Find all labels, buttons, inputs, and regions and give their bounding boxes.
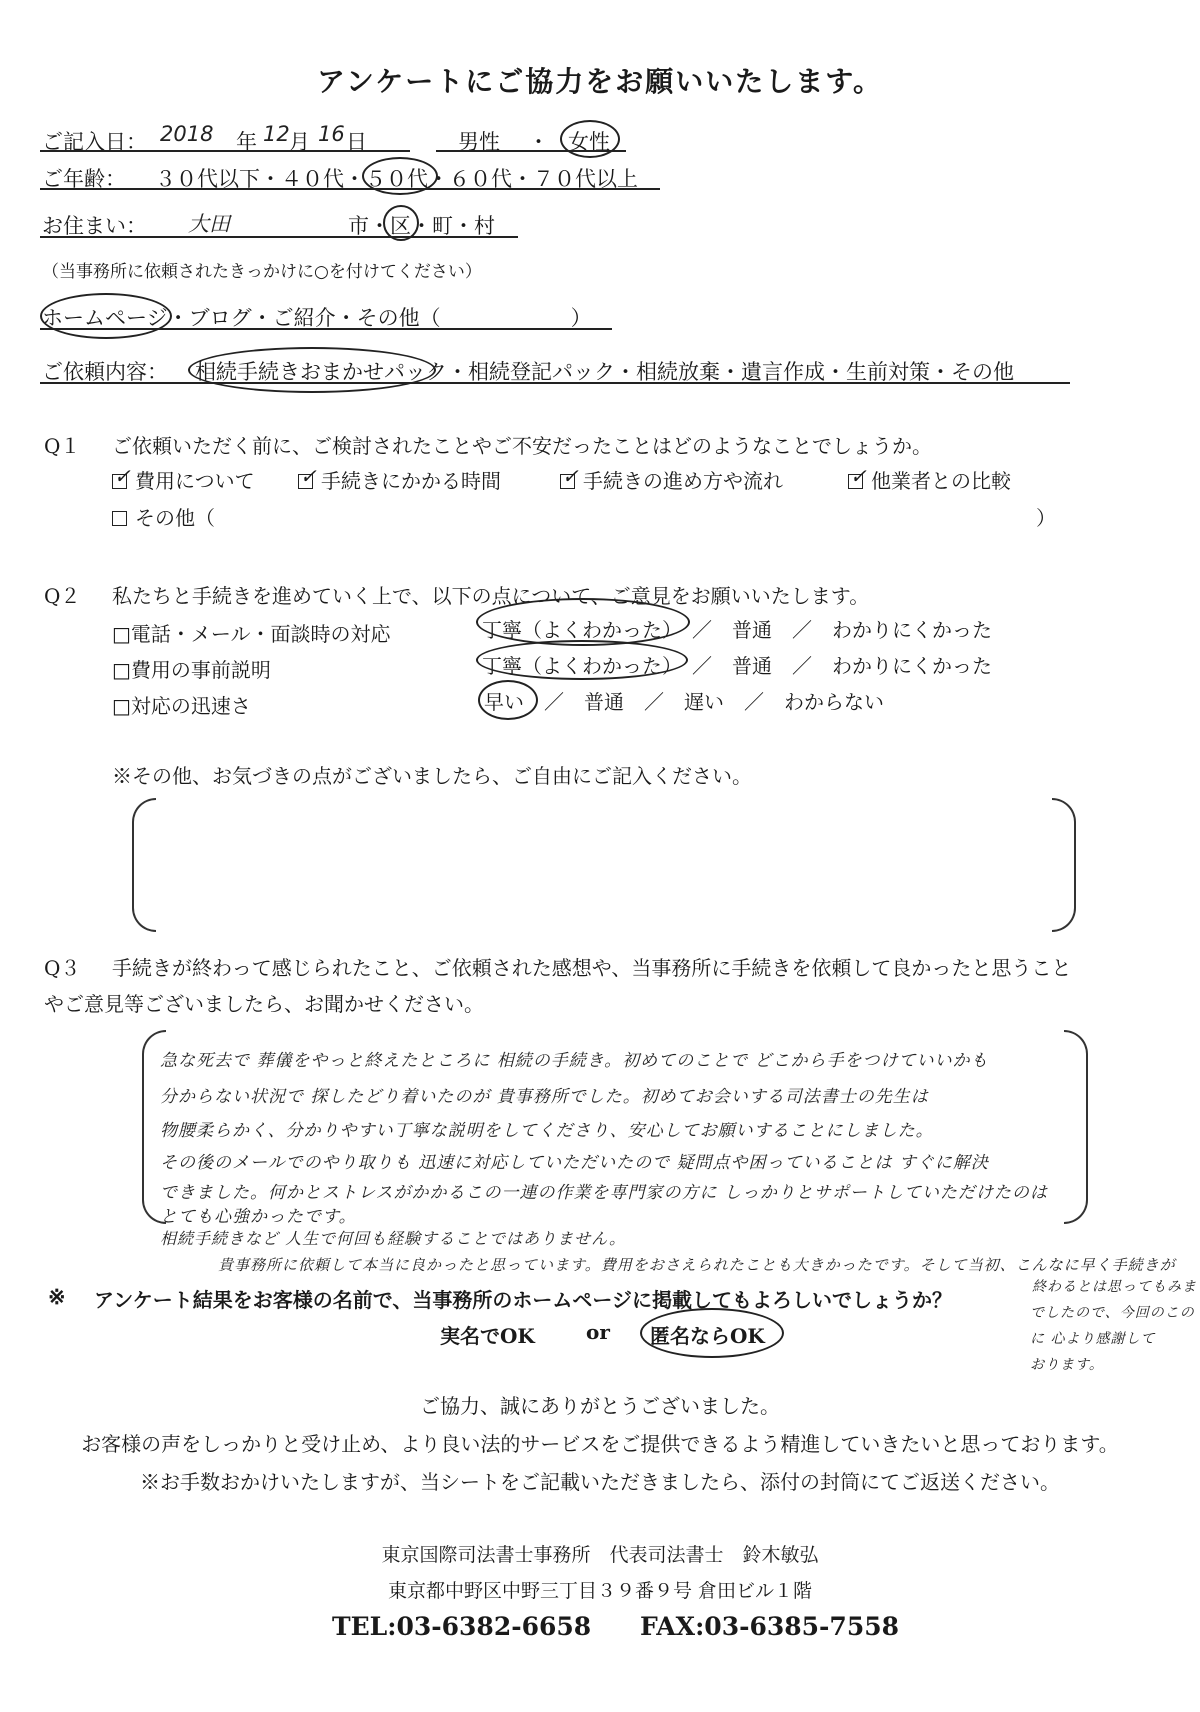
age-option-60[interactable]: ６０代 — [449, 167, 512, 191]
q1-option-label: 手続きにかかる時間 — [321, 469, 501, 493]
trigger-options: ホームページ・ブログ・ご紹介・その他（ ） — [42, 306, 592, 330]
request-selected-circle — [188, 347, 436, 393]
q2-comment-bracket-left — [132, 798, 156, 932]
entry-day[interactable]: 16 — [318, 122, 345, 146]
checkbox-checked-icon[interactable] — [112, 474, 127, 489]
q2-choice-unclear[interactable]: わかりにくかった — [832, 618, 992, 642]
q1-option-time[interactable] — [298, 465, 501, 494]
trigger-option-homepage[interactable]: ホームページ — [42, 306, 168, 330]
q2-row-contact-selected-circle — [476, 598, 690, 646]
entry-day-unit: 日 — [346, 130, 367, 154]
publish-or: or — [586, 1320, 610, 1344]
request-option-yuigon[interactable]: 遺言作成 — [741, 360, 825, 384]
publish-question: アンケート結果をお客様の名前で、当事務所のホームページに掲載してもよろしいでしょうか？ — [94, 1288, 952, 1312]
entry-year[interactable]: 2018 — [160, 122, 214, 146]
q1-option-compare[interactable] — [848, 465, 1011, 494]
publish-mark: ※ — [48, 1284, 66, 1309]
q2-comment-bracket-right — [1052, 798, 1076, 932]
q2-choice-normal[interactable]: 普通 — [732, 654, 772, 678]
q1-option-label: 費用について — [135, 469, 255, 493]
q3-text-line2: やご意見等ございましたら、お聞かせください。 — [44, 992, 484, 1016]
q1-option-label: 手続きの進め方や流れ — [583, 469, 783, 493]
publish-anonymous-option[interactable]: 匿名ならOK — [650, 1324, 765, 1348]
q2-choice-normal[interactable]: 普通 — [584, 690, 624, 714]
office-fax: FAX:03-6385-7558 — [640, 1612, 900, 1641]
age-label: ご年齢： — [42, 167, 126, 191]
q2-number: Q２ — [44, 584, 81, 608]
entry-date-label: ご記入日： — [42, 130, 147, 154]
q2-choice-normal[interactable]: 普通 — [732, 618, 772, 642]
request-option-seizen[interactable]: 生前対策 — [846, 360, 930, 384]
q2-choice-slow[interactable]: 遅い — [684, 690, 724, 714]
entry-date-underline — [40, 150, 410, 152]
divider: ／ — [692, 618, 712, 642]
q2-row-cost-label: □費用の事前説明 — [112, 658, 271, 682]
checkbox-checked-icon[interactable] — [298, 474, 313, 489]
trigger-underline — [40, 328, 612, 330]
q3-answer-line: 物腰柔らかく、分かりやすい丁寧な説明をしてくださり、安心してお願いすることにしました。 — [160, 1121, 934, 1141]
gender-sep: ・ — [528, 130, 549, 154]
publish-real-name-option[interactable]: 実名でOK — [440, 1324, 535, 1348]
divider: ／ — [792, 654, 812, 678]
trigger-note: （当事務所に依頼されたきっかけに○を付けてください） — [42, 262, 482, 282]
q3-margin-line: 終わるとは思ってもみま — [1032, 1279, 1197, 1295]
residence-types: 市・区・町・村 — [348, 214, 495, 238]
office-tel[interactable]: TEL:03-6382-6658 — [332, 1612, 592, 1641]
q3-margin-line: おります。 — [1030, 1357, 1104, 1373]
q1-text: ご依頼いただく前に、ご検討されたことやご不安だったことはどのようなことでしょうか。 — [112, 434, 932, 458]
request-options: 相続手続きおまかせパック・相続登記パック・相続放棄・遺言作成・生前対策・その他 — [195, 360, 1014, 384]
age-option-70[interactable]: ７０代以上 — [533, 167, 638, 191]
q3-answer-line: できました。何かとストレスがかかるこの一連の作業を専門家の方に しっかりとサポートしていただけたのは — [160, 1183, 1048, 1203]
q3-answer-bracket-right — [1064, 1030, 1088, 1224]
q1-option-cost[interactable] — [112, 465, 255, 494]
q2-row-speed-label: □対応の迅速さ — [112, 694, 251, 718]
page-title: アンケートにご協力をお願いいたします。 — [316, 65, 884, 98]
q2-row-speed-selected-circle — [478, 680, 538, 720]
q2-choice-fast[interactable]: 早い — [484, 690, 524, 714]
q3-answer-line: 貴事務所に依頼して本当に良かったと思っています。費用をおさえられたことも大きかったです。そして当初、こんなに早く手続きが — [218, 1256, 1176, 1274]
gender-underline — [436, 150, 626, 152]
request-option-omakase[interactable]: 相続手続きおまかせパック — [195, 360, 447, 384]
residence-type-ku[interactable]: 区 — [390, 214, 411, 238]
residence-underline — [40, 236, 518, 238]
gender-male[interactable]: 男性 — [458, 130, 500, 154]
trigger-option-referral[interactable]: ご紹介 — [272, 306, 336, 330]
entry-year-unit: 年 — [236, 130, 257, 154]
q2-choice-polite[interactable]: 丁寧（よくわかった） — [482, 654, 672, 678]
request-option-touki[interactable]: 相続登記パック — [468, 360, 615, 384]
age-underline — [40, 188, 660, 190]
q3-text-line1: 手続きが終わって感じられたこと、ご依頼された感想や、当事務所に手続きを依頼して良かったと思うこと — [112, 956, 1072, 980]
divider: ／ — [644, 690, 664, 714]
age-option-30[interactable]: ３０代以下 — [155, 167, 260, 191]
closing-message: お客様の声をしっかりと受け止め、より良い法的サービスをご提供できるよう精進していきたいと思っております。 — [81, 1432, 1119, 1456]
trigger-other-close: ） — [570, 306, 592, 330]
q2-note: ※その他、お気づきの点がございましたら、ご自由にご記入ください。 — [112, 764, 752, 788]
request-option-houki[interactable]: 相続放棄 — [636, 360, 720, 384]
q3-answer-line: 急な死去で 葬儀をやっと終えたところに 相続の手続き。初めてのことで どこから手をつけていいかも — [160, 1051, 989, 1071]
residence-type-machi[interactable]: 町 — [432, 214, 453, 238]
request-label: ご依頼内容： — [42, 360, 168, 384]
q3-margin-line: に 心より感謝して — [1030, 1331, 1156, 1347]
q3-answer-line: 相続手続きなど 人生で何回も経験することではありません。 — [160, 1229, 627, 1248]
checkbox-icon[interactable] — [112, 511, 127, 526]
q1-number: Q１ — [44, 434, 81, 458]
checkbox-checked-icon[interactable] — [560, 474, 575, 489]
q2-choice-unclear[interactable]: わかりにくかった — [832, 654, 992, 678]
q2-row-cost-selected-circle — [476, 640, 688, 680]
office-name: 東京国際司法書士事務所 代表司法書士 鈴木敏弘 — [381, 1544, 819, 1566]
request-option-other[interactable]: その他 — [951, 360, 1014, 384]
divider: ／ — [792, 618, 812, 642]
residence-type-mura[interactable]: 村 — [474, 214, 495, 238]
residence-value[interactable]: 大田 — [188, 212, 230, 236]
office-address: 東京都中野区中野三丁目３９番９号 倉田ビル１階 — [387, 1580, 813, 1602]
age-option-50[interactable]: ５０代 — [365, 167, 428, 191]
q3-answer-line: その後のメールでのやり取りも 迅速に対応していただいたので 疑問点や困っていることは すぐに解決 — [160, 1153, 989, 1173]
closing-thanks: ご協力、誠にありがとうございました。 — [420, 1394, 780, 1418]
age-options: ３０代以下・４０代・５０代・６０代・７０代以上 — [155, 167, 638, 191]
residence-label: お住まい： — [42, 214, 147, 238]
q1-option-other[interactable] — [112, 502, 215, 531]
q1-other-close: ） — [1036, 506, 1056, 530]
divider: ／ — [692, 654, 712, 678]
q3-number: Q３ — [44, 956, 81, 980]
request-underline — [40, 382, 1070, 384]
divider: ／ — [544, 690, 564, 714]
q3-answer-line: 分からない状況で 探したどり着いたのが 貴事務所でした。初めてお会いする司法書士の先生は — [160, 1087, 929, 1107]
q1-option-process[interactable] — [560, 465, 783, 494]
divider: ／ — [744, 690, 764, 714]
entry-month[interactable]: 12 — [263, 122, 290, 146]
publish-selected-circle — [640, 1308, 784, 1358]
residence-type-shi[interactable]: 市 — [348, 214, 369, 238]
q2-choice-unknown[interactable]: わからない — [784, 690, 884, 714]
trigger-option-blog[interactable]: ブログ — [188, 306, 252, 330]
trigger-option-other[interactable]: その他（ — [356, 306, 441, 330]
q2-text: 私たちと手続きを進めていく上で、以下の点について、ご意見をお願いいたします。 — [112, 584, 870, 608]
trigger-selected-circle — [40, 293, 172, 339]
q2-choice-polite[interactable]: 丁寧（よくわかった） — [482, 618, 672, 642]
q2-row-contact-label: □電話・メール・面談時の対応 — [112, 622, 391, 646]
q1-other-label: その他（ — [135, 506, 215, 530]
q3-margin-line: でしたので、今回のこの — [1030, 1305, 1195, 1321]
checkbox-checked-icon[interactable] — [848, 474, 863, 489]
gender-female[interactable]: 女性 — [568, 130, 610, 154]
entry-month-unit: 月 — [289, 130, 310, 154]
q3-answer-line: とても心強かったです。 — [160, 1207, 357, 1227]
closing-return-note: ※お手数おかけいたしますが、当シートをご記載いただきましたら、添付の封筒にてご返送ください。 — [140, 1470, 1060, 1494]
q1-option-label: 他業者との比較 — [871, 469, 1011, 493]
age-option-40[interactable]: ４０代 — [281, 167, 344, 191]
gender-selected-circle — [560, 120, 620, 158]
q2-row-speed-choices — [484, 686, 884, 715]
